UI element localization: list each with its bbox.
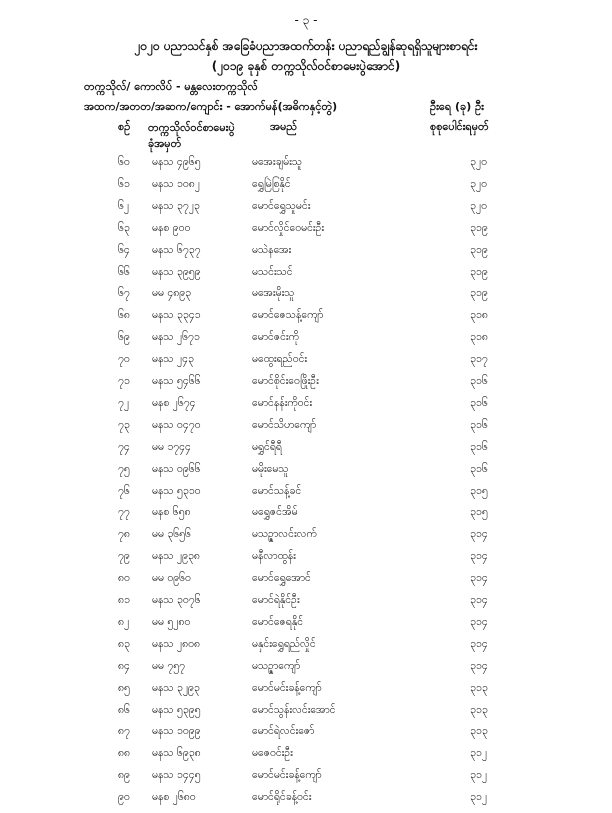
table-row <box>0 397 612 419</box>
row-number: ၈၁ <box>118 594 130 606</box>
row-number: ၇၇ <box>118 506 130 519</box>
table-row <box>0 638 612 660</box>
roll-number: မနသ ၂၆၇၁ <box>152 331 200 344</box>
row-number: ၇၀ <box>118 353 130 366</box>
student-name: မောင်ရိုင်ခန့်ဝင်း <box>252 791 312 804</box>
student-name: မရွှင်ရီရီ <box>252 440 282 453</box>
roll-number: မနသ ၁၄၄၅ <box>152 769 201 782</box>
student-name: မောင်ဇင်းကို <box>252 331 299 344</box>
row-number: ၈၅ <box>118 681 130 694</box>
total-score: ၃၂၀ <box>470 156 487 168</box>
roll-number: မနသ ၅၃၉၅ <box>152 703 201 716</box>
table-row <box>0 156 612 178</box>
total-score: ၃၁၉ <box>470 243 488 256</box>
row-number: ၇၃ <box>118 418 130 431</box>
page-number: - ၃ - <box>294 13 318 27</box>
row-number: ၇၉ <box>118 550 130 563</box>
total-score: ၃၁၈ <box>470 309 488 322</box>
table-row <box>0 222 612 244</box>
column-header-name: အမည် <box>270 120 298 133</box>
table-row <box>0 419 612 441</box>
roll-number: မနစ ၂၆၇၄ <box>152 396 196 409</box>
total-score: ၃၁၅ <box>470 506 488 519</box>
total-score: ၃၁၄ <box>470 528 488 541</box>
row-number: ၆၁ <box>118 177 130 190</box>
total-score: ၃၁၄ <box>470 594 488 606</box>
total-score: ၃၁၉ <box>470 221 488 234</box>
row-number: ၆၇ <box>118 287 130 300</box>
student-name: မအေးမိုးသူ <box>252 287 295 300</box>
student-name: မမိုးမေသူ <box>252 462 289 475</box>
total-score: ၃၂၀ <box>470 177 487 190</box>
roll-number: မနသ ၃၃၄၁ <box>152 309 201 322</box>
row-number: ၆၂ <box>118 199 130 212</box>
table-row <box>0 660 612 682</box>
row-number: ၆၃ <box>118 221 130 234</box>
total-score: ၃၁၂ <box>470 747 487 760</box>
roll-number: မနစ ၂၆၈၀ <box>152 791 196 804</box>
row-number: ၆၀ <box>118 156 130 168</box>
total-score: ၃၁၃ <box>470 725 488 738</box>
row-number: ၇၆ <box>118 484 130 497</box>
row-number: ၈၃ <box>118 637 130 650</box>
row-number: ၈၇ <box>118 725 130 738</box>
total-score: ၃၁၆ <box>470 440 488 453</box>
table-row <box>0 725 612 747</box>
row-number: ၇၁ <box>118 375 130 387</box>
roll-number: မနစ ၉၀၀ <box>152 221 191 234</box>
row-number: ၉၀ <box>118 791 130 804</box>
table-row <box>0 375 612 397</box>
student-name: မောင်မင်းခန့်ကျော် <box>252 769 322 782</box>
total-score: ၃၁၉ <box>470 265 488 278</box>
table-row <box>0 200 612 222</box>
column-header-score: စုစုပေါင်းရမှတ် <box>430 120 489 133</box>
student-name: မောင်ရွှေအောင် <box>252 572 311 585</box>
total-score: ၃၁၃ <box>470 703 488 716</box>
roll-number: မနသ ၂၉၃၈ <box>152 550 200 563</box>
table-row <box>0 441 612 463</box>
row-number: ၈၉ <box>118 769 130 782</box>
student-name: မောင်မင်းခန့်ကျော် <box>252 681 322 694</box>
row-number: ၆၉ <box>118 331 130 344</box>
student-name: မဇေဝင်းဦး <box>252 747 293 760</box>
total-score: ၃၁၄ <box>470 615 488 628</box>
student-name: မောင်ဇေရနိုင် <box>252 615 304 628</box>
table-row <box>0 353 612 375</box>
total-count-label: ဦးရေ (ခု) ဦး <box>430 100 484 113</box>
row-number: ၇၂ <box>118 396 130 409</box>
row-number: ၆၈ <box>118 309 130 322</box>
total-score: ၃၁၆ <box>470 418 488 431</box>
student-name: မအေးချမ်းသူ <box>252 156 302 168</box>
table-row <box>0 594 612 616</box>
table-row <box>0 287 612 309</box>
total-score: ၃၁၂ <box>470 791 487 804</box>
table-row <box>0 769 612 791</box>
student-name: မောင်နန်းကိုဝင်း <box>252 396 313 409</box>
roll-number: မမ ၅၂၈၀ <box>152 615 191 628</box>
roll-number: မမ ၁၇၄၄ <box>152 440 191 453</box>
roll-number: မမ ၃၆၅၆ <box>152 528 191 541</box>
roll-number: မနသ ၃၀၇၆ <box>152 594 201 606</box>
student-name: မသဉ္ဇာကျော် <box>252 659 301 672</box>
student-name: မောင်စိုင်းဝေဖြိုးဦး <box>252 375 319 387</box>
student-name: မောင်လှိုင်ဝေမင်းဦး <box>252 221 325 234</box>
student-name: မထွေးရည်ဝင်း <box>252 353 308 366</box>
total-score: ၃၁၇ <box>470 353 488 366</box>
school-label: အထက/အတတ/အဆက/ကျောင်း - အောက်မန်(အဓိကနှင့်တွဲ) <box>84 100 338 113</box>
document-subtitle: (၂၀၁၉ ခုနှစ် တက္ကသိုလ်ဝင်စာမေးပွဲအောင်) <box>211 59 401 73</box>
roll-number: မနသ ၄၉၆၅ <box>152 156 201 168</box>
table-row <box>0 682 612 704</box>
student-name: မသင်းသင် <box>252 265 293 278</box>
total-score: ၃၁၈ <box>470 331 488 344</box>
table-row <box>0 266 612 288</box>
total-score: ၃၁၄ <box>470 637 488 650</box>
table-row <box>0 244 612 266</box>
table-row <box>0 463 612 485</box>
student-name: မောင်ရွှေသူမင်း <box>252 199 311 212</box>
roll-number: မနသ ၂၈၀၈ <box>152 637 200 650</box>
total-score: ၃၁၆ <box>470 375 488 387</box>
student-name: မောင်သွန်းလင်းအောင် <box>252 703 336 716</box>
row-number: ၈၆ <box>118 703 130 716</box>
student-name: မောင်ဇေသန့်ကျော် <box>252 309 324 322</box>
table-row <box>0 528 612 550</box>
student-name: ရွှေမြဲစြနိုင် <box>252 177 291 190</box>
row-number: ၇၈ <box>118 528 130 541</box>
university-label: တက္ကသိုလ်/ ကောလိပ် - မန္တလေးတက္ကသိုလ် <box>84 80 258 93</box>
row-number: ၆၆ <box>118 265 130 278</box>
row-number: ၈၀ <box>118 572 130 585</box>
table-row <box>0 485 612 507</box>
total-score: ၃၁၆ <box>470 396 488 409</box>
table-row <box>0 550 612 572</box>
total-score: ၃၂၀ <box>470 199 487 212</box>
roll-number: မမ ၇၅၇ <box>152 659 186 672</box>
row-number: ၈၈ <box>118 747 130 760</box>
column-header-roll: တက္ကသိုလ်ဝင်စာမေးပွဲ ခုံအမှတ် <box>148 121 235 150</box>
student-name: မောင်ရဲလင်းဇော် <box>252 725 315 738</box>
roll-number: မနသ ၅၄၆၆ <box>152 375 201 387</box>
table-row <box>0 791 612 813</box>
row-number: ၇၅ <box>118 462 130 475</box>
table-row <box>0 309 612 331</box>
roll-number: မမ ၄၈၉၃ <box>152 287 192 300</box>
total-score: ၃၁၃ <box>470 681 488 694</box>
row-number: ၆၄ <box>118 243 130 256</box>
roll-number: မနသ ၁၀၈၂ <box>152 177 200 190</box>
total-score: ၃၁၉ <box>470 287 488 300</box>
roll-number: မနသ ၅၃၁၀ <box>152 484 201 497</box>
roll-number: မနသ ၃၇၂၃ <box>152 199 200 212</box>
student-name: မောင်သန့်ခင် <box>252 484 302 497</box>
table-row <box>0 331 612 353</box>
table-row <box>0 747 612 769</box>
roll-number: မနသ ၆၉၃၈ <box>152 747 201 760</box>
student-name: မနှင်းရွှေရည်လှိုင် <box>252 637 316 650</box>
column-header-no: စဉ် <box>118 120 131 133</box>
student-name: မသဉ္ဇာလင်းလက် <box>252 528 317 541</box>
roll-number: မမ ၀၉၆၀ <box>152 572 191 585</box>
total-score: ၃၁၂ <box>470 769 487 782</box>
row-number: ၇၄ <box>118 440 130 453</box>
table-row <box>0 616 612 638</box>
total-score: ၃၁၄ <box>470 659 488 672</box>
table-row <box>0 178 612 200</box>
roll-number: မနသ ၀၉၆၆ <box>152 462 201 475</box>
document-title: ၂၀၂၀ ပညာသင်နှစ် အခြေခံပညာအထက်တန်း ပညာရည်ချွန်ဆုရရှိသူများစာရင်း <box>134 39 478 53</box>
roll-number: မနသ ၁၀၉၉ <box>152 725 201 738</box>
student-name: မရွှေဇင်အိမ် <box>252 506 298 519</box>
student-name: မောင်ရဲနိုင်ဦး <box>252 594 300 606</box>
roll-number: မနသ ၆၇၃၇ <box>152 243 201 256</box>
table-row <box>0 506 612 528</box>
roll-number: မနသ ၀၄၇၀ <box>152 418 201 431</box>
row-number: ၈၂ <box>118 615 130 628</box>
total-score: ၃၁၆ <box>470 462 488 475</box>
total-score: ၃၁၅ <box>470 484 488 497</box>
roll-number: မနသ ၃၉၅၉ <box>152 265 201 278</box>
student-name: မနီလာထွန်း <box>252 550 296 563</box>
student-name: မသဲနအေး <box>252 243 292 256</box>
roll-number: မနသ ၂၄၃ <box>152 353 194 366</box>
student-name: မောင်သိဟကျော် <box>252 418 317 431</box>
total-score: ၃၁၄ <box>470 550 488 563</box>
total-score: ၃၁၄ <box>470 572 488 585</box>
table-row <box>0 704 612 726</box>
row-number: ၈၄ <box>118 659 130 672</box>
roll-number: မနသ ၃၂၉၃ <box>152 681 200 694</box>
roll-number: မနစ ၆၅၈ <box>152 506 191 519</box>
table-row <box>0 572 612 594</box>
